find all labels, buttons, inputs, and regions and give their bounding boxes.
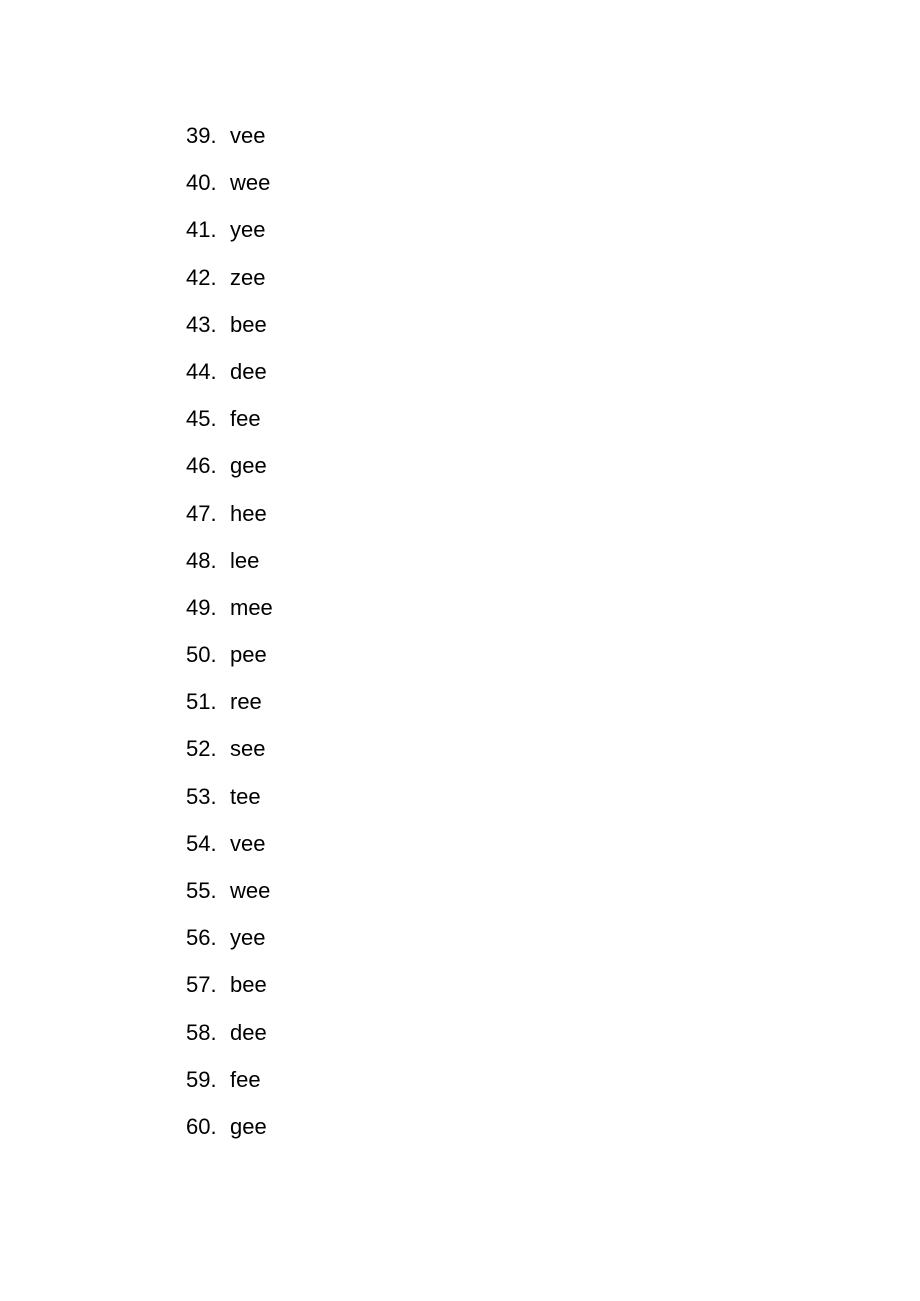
list-item-number: 54. (186, 830, 217, 856)
list-item-number: 49. (186, 594, 217, 620)
list-item-number: 39. (186, 123, 217, 148)
list-item-word: yee (230, 925, 266, 951)
list-item (186, 1016, 273, 1063)
list-item (186, 166, 273, 213)
list-item-word: vee (230, 830, 266, 856)
list-item-word: wee (230, 878, 271, 903)
list-item-number: 41. (186, 217, 217, 243)
list-item (186, 638, 273, 685)
list-item-word: ree (230, 689, 262, 715)
list-item-word: fee (230, 406, 261, 432)
list-item (186, 685, 273, 732)
list-item-number: 48. (186, 547, 217, 573)
list-item (186, 827, 273, 874)
list-item-word: yee (230, 217, 266, 243)
list-item-word: wee (230, 170, 271, 196)
numbered-word-list (186, 119, 273, 1157)
list-item-number: 45. (186, 406, 217, 432)
list-item-number: 52. (186, 736, 217, 762)
list-item (186, 732, 273, 779)
list-item-number: 60. (186, 1113, 217, 1139)
list-item (186, 968, 273, 1015)
list-item-word: gee (230, 453, 267, 479)
list-item (186, 1063, 273, 1110)
list-item (186, 402, 273, 449)
list-item-number: 58. (186, 1019, 217, 1045)
list-item (186, 119, 273, 166)
list-item-number: 51. (186, 689, 217, 715)
list-item-word: dee (230, 358, 267, 384)
list-item-word: zee (230, 264, 266, 290)
list-item-word: mee (230, 594, 273, 620)
list-item-word: bee (230, 311, 267, 337)
list-item-number: 55. (186, 878, 217, 903)
list-item-number: 47. (186, 500, 217, 526)
list-item (186, 449, 273, 496)
list-item-word: lee (230, 547, 260, 573)
list-item-number: 42. (186, 264, 217, 290)
list-item-number: 57. (186, 972, 217, 998)
list-item (186, 308, 273, 355)
list-item-word: hee (230, 500, 267, 526)
list-item (186, 544, 273, 591)
list-item-number: 40. (186, 170, 217, 196)
list-item-word: dee (230, 1019, 267, 1045)
list-item (186, 921, 273, 968)
list-item-word: gee (230, 1113, 267, 1139)
list-item-number: 43. (186, 311, 217, 337)
list-item-word: tee (230, 783, 261, 809)
list-item (186, 261, 273, 308)
list-item (186, 874, 273, 921)
list-item-number: 53. (186, 783, 217, 809)
list-item-number: 56. (186, 925, 217, 951)
list-item-word: see (230, 736, 266, 762)
list-item-word: vee (230, 123, 266, 148)
list-item (186, 213, 273, 260)
list-item-word: pee (230, 642, 267, 668)
list-item (186, 780, 273, 827)
list-item (186, 355, 273, 402)
list-item (186, 497, 273, 544)
list-item (186, 591, 273, 638)
list-item-number: 50. (186, 642, 217, 668)
list-item-word: bee (230, 972, 267, 998)
list-item-word: fee (230, 1066, 261, 1092)
list-item-number: 46. (186, 453, 217, 479)
list-item-number: 59. (186, 1066, 217, 1092)
list-item (186, 1110, 273, 1157)
list-item-number: 44. (186, 358, 217, 384)
